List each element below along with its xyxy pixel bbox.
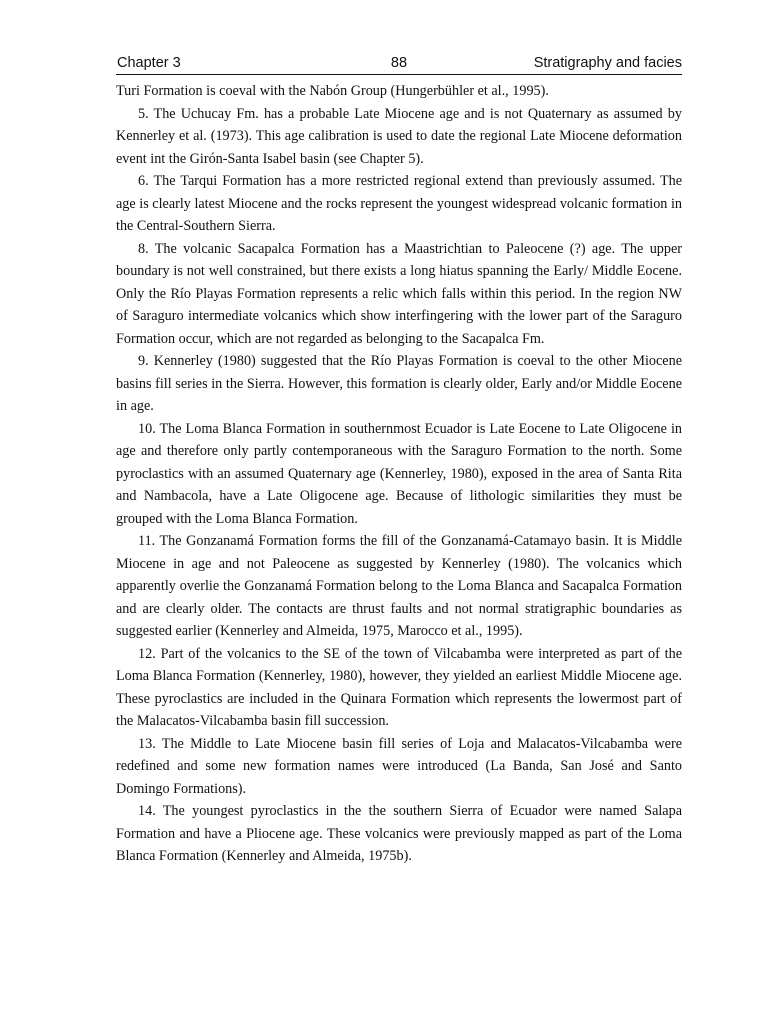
body-text xyxy=(116,80,682,868)
paragraph-continuation: Turi Formation is coeval with the Nabón Group (Hungerbühler et al., 1995). xyxy=(116,83,549,99)
paragraph-item-8: 8. The volcanic Sacapalca Formation has a Maastrichtian to Paleocene (?) age. The upper boundary is not well constrained, but there exists a long hiatus spanning the Early/ Middle Eocene. Only the Río Playas Formation represents a relic which falls within this period. In the region NW of Saraguro intermediate volcanics which show interfingering with the lower part of the Saraguro Formation occur, which are not regarded as belonging to the Sacapalca Fm. xyxy=(116,240,682,347)
paragraph-item-13: 13. The Middle to Late Miocene basin fill series of Loja and Malacatos-Vilcabamba were redefined and some new formation names were introduced (La Banda, San José and Santo Domingo Formations). xyxy=(116,735,682,797)
paragraph-item-6: 6. The Tarqui Formation has a more restricted regional extend than previously assumed. The age is clearly latest Miocene and the rocks represent the youngest widespread volcanic formation in the Central-Southern Sierra. xyxy=(116,173,682,234)
chapter-label: Chapter 3 xyxy=(117,55,181,71)
paragraph-item-14: 14. The youngest pyroclastics in the the southern Sierra of Ecuador were named Salapa Formation and have a Pliocene age. These volcanics were previously mapped as part of the Loma Blanca Formation (Kennerley and Almeida, 1975b). xyxy=(116,803,682,864)
page-number: 88 xyxy=(390,55,408,71)
paragraph-item-9: 9. Kennerley (1980) suggested that the Río Playas Formation is coeval to the other Miocene basins fill series in the Sierra. However, this formation is clearly older, Early and/or Middle Eocene in age. xyxy=(116,353,682,414)
paragraph-item-10: 10. The Loma Blanca Formation in southernmost Ecuador is Late Eocene to Late Oligocene in age and therefore only partly contemporaneous with the Saraguro Formation to the north. Some pyroclastics with an assumed Quaternary age (Kennerley, 1980), exposed in the area of Santa Rita and Nambacola, have a Late Oligocene age. Because of lithologic similarities they must be grouped with the Loma Blanca Formation. xyxy=(116,420,682,527)
paragraph-item-11: 11. The Gonzanamá Formation forms the fill of the Gonzanamá-Catamayo basin. It is Middle Miocene in age and not Paleocene as suggested by Kennerley (1980). The volcanics which apparently overlie the Gonzanamá Formation belong to the Loma Blanca and Sacapalca Formation and are clearly older. The contacts are thrust faults and not normal stratigraphic boundaries as suggested earlier (Kennerley and Almeida, 1975, Marocco et al., 1995). xyxy=(116,533,682,639)
section-title: Stratigraphy and facies xyxy=(533,55,682,71)
paragraph-item-12: 12. Part of the volcanics to the SE of the town of Vilcabamba were interpreted as part of the Loma Blanca Formation (Kennerley, 1980), however, they yielded an earliest Middle Miocene age. These pyroclastics are included in the Quinara Formation which represents the lowermost part of the Malacatos-Vilcabamba basin fill succession. xyxy=(116,645,682,729)
running-header xyxy=(116,52,682,75)
book-page xyxy=(116,52,682,868)
paragraph-item-5: 5. The Uchucay Fm. has a probable Late Miocene age and is not Quaternary as assumed by Kennerley et al. (1973). This age calibration is used to date the regional Late Miocene deformation event int the Girón-Santa Isabel basin (see Chapter 5). xyxy=(116,105,682,167)
